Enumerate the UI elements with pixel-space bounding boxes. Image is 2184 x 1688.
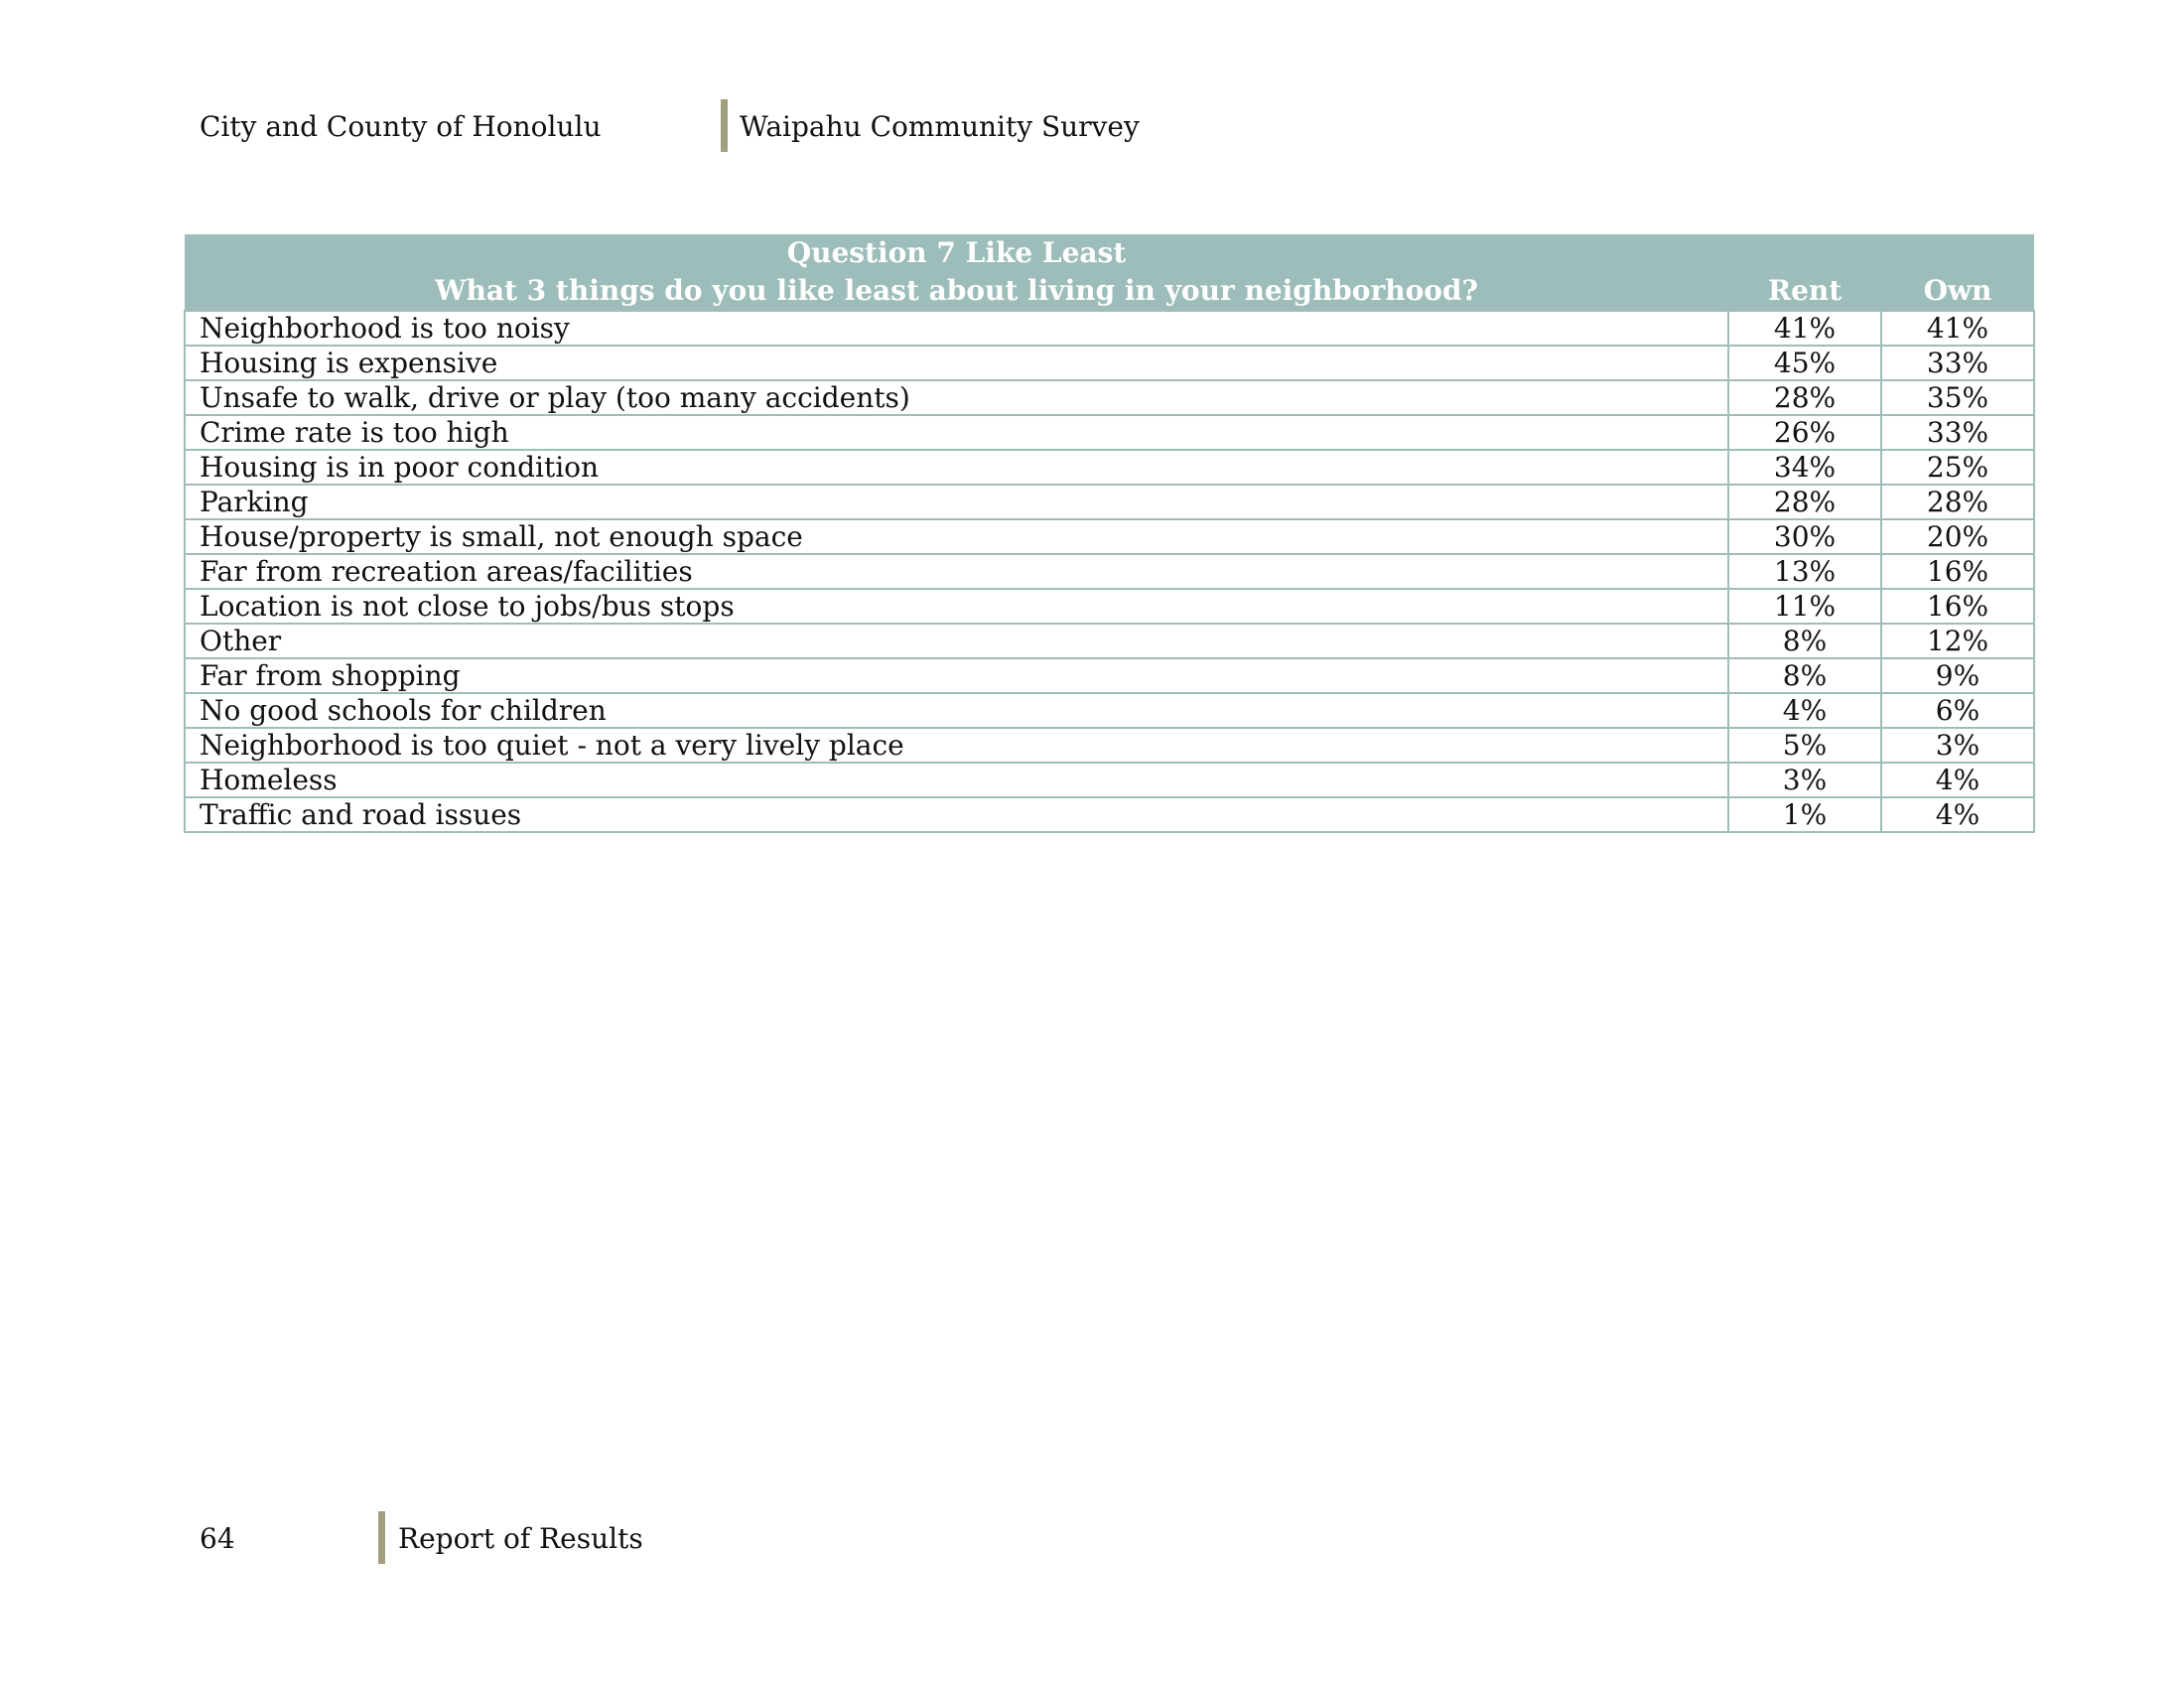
table-row xyxy=(185,797,2034,832)
row-label: House/property is small, not enough space xyxy=(185,519,1728,554)
rent-value: 34% xyxy=(1728,450,1881,485)
rent-value: 28% xyxy=(1728,380,1881,415)
rent-value: 41% xyxy=(1728,311,1881,346)
rent-value: 30% xyxy=(1728,519,1881,554)
own-value: 4% xyxy=(1881,763,2034,797)
table-row xyxy=(185,346,2034,380)
table-row xyxy=(185,589,2034,624)
table-title: Question 7 Like Least xyxy=(786,236,1127,269)
row-label: Neighborhood is too noisy xyxy=(185,311,1728,346)
own-value: 12% xyxy=(1881,624,2034,658)
row-label: Location is not close to jobs/bus stops xyxy=(185,589,1728,624)
own-value: 3% xyxy=(1881,728,2034,763)
row-label: Crime rate is too high xyxy=(185,415,1728,450)
table-question-cell xyxy=(185,234,1728,311)
rent-value: 3% xyxy=(1728,763,1881,797)
results-table xyxy=(184,234,2035,833)
row-label: Far from recreation areas/facilities xyxy=(185,554,1728,589)
rent-value: 1% xyxy=(1728,797,1881,832)
table-row xyxy=(185,311,2034,346)
rent-value: 4% xyxy=(1728,693,1881,728)
own-value: 28% xyxy=(1881,485,2034,519)
rent-value: 5% xyxy=(1728,728,1881,763)
rent-value: 45% xyxy=(1728,346,1881,380)
own-value: 35% xyxy=(1881,380,2034,415)
own-value: 16% xyxy=(1881,589,2034,624)
table-row xyxy=(185,415,2034,450)
table-row xyxy=(185,380,2034,415)
table-row xyxy=(185,554,2034,589)
own-value: 4% xyxy=(1881,797,2034,832)
rent-value: 11% xyxy=(1728,589,1881,624)
table-row xyxy=(185,728,2034,763)
row-label: Homeless xyxy=(185,763,1728,797)
table-row xyxy=(185,519,2034,554)
row-label: Parking xyxy=(185,485,1728,519)
row-label: Unsafe to walk, drive or play (too many accidents) xyxy=(185,380,1728,415)
own-value: 25% xyxy=(1881,450,2034,485)
row-label: No good schools for children xyxy=(185,693,1728,728)
row-label: Far from shopping xyxy=(185,658,1728,693)
footer-divider xyxy=(378,1511,385,1564)
row-label: Housing is in poor condition xyxy=(185,450,1728,485)
row-label: Housing is expensive xyxy=(185,346,1728,380)
own-value: 16% xyxy=(1881,554,2034,589)
table-row xyxy=(185,624,2034,658)
table-row xyxy=(185,693,2034,728)
own-value: 6% xyxy=(1881,693,2034,728)
table-header-row xyxy=(185,234,2034,311)
own-value: 33% xyxy=(1881,415,2034,450)
page-number: 64 xyxy=(200,1522,235,1555)
table-row xyxy=(185,763,2034,797)
rent-value: 8% xyxy=(1728,658,1881,693)
table-row xyxy=(185,450,2034,485)
table-row xyxy=(185,485,2034,519)
header-organization: City and County of Honolulu xyxy=(200,110,602,143)
row-label: Other xyxy=(185,624,1728,658)
footer-report-title: Report of Results xyxy=(398,1522,643,1555)
header-document-title: Waipahu Community Survey xyxy=(740,110,1140,143)
rent-value: 26% xyxy=(1728,415,1881,450)
own-value: 41% xyxy=(1881,311,2034,346)
rent-value: 13% xyxy=(1728,554,1881,589)
table-row xyxy=(185,658,2034,693)
own-value: 33% xyxy=(1881,346,2034,380)
header-divider xyxy=(721,99,728,152)
own-value: 20% xyxy=(1881,519,2034,554)
row-label: Neighborhood is too quiet - not a very lively place xyxy=(185,728,1728,763)
rent-value: 8% xyxy=(1728,624,1881,658)
own-value: 9% xyxy=(1881,658,2034,693)
column-header-own: Own xyxy=(1881,234,2034,311)
rent-value: 28% xyxy=(1728,485,1881,519)
table-question: What 3 things do you like least about living in your neighborhood? xyxy=(435,274,1478,307)
column-header-rent: Rent xyxy=(1728,234,1881,311)
row-label: Traffic and road issues xyxy=(185,797,1728,832)
